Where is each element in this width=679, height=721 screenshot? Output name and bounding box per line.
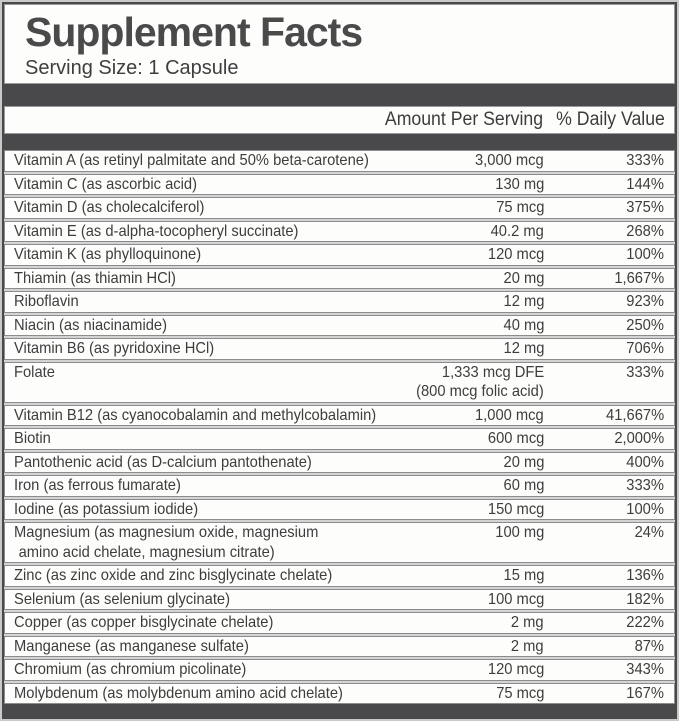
column-header-daily-value: % Daily Value — [556, 109, 665, 130]
nutrient-amount — [429, 613, 544, 633]
nutrient-amount — [429, 476, 544, 496]
nutrient-name — [14, 660, 429, 680]
nutrient-daily-value — [544, 269, 664, 289]
nutrient-row — [4, 362, 675, 403]
cell-text: 87% — [634, 637, 664, 655]
cell-text: Riboflavin — [14, 293, 79, 310]
nutrient-name — [14, 613, 429, 633]
nutrient-name — [14, 175, 429, 195]
nutrient-name — [14, 151, 429, 171]
cell-text: 130 mg — [494, 175, 544, 193]
nutrient-daily-value — [544, 429, 664, 449]
nutrient-daily-value — [544, 684, 664, 704]
cell-text: 182% — [626, 590, 664, 608]
nutrient-daily-value — [544, 613, 664, 633]
cell-text: Iron (as ferrous fumarate) — [14, 477, 181, 494]
nutrient-table — [4, 150, 675, 704]
nutrient-row — [4, 268, 675, 290]
cell-text: 41,667% — [605, 406, 664, 424]
cell-text: Vitamin K (as phylloquinone) — [14, 246, 202, 263]
cell-text: 24% — [634, 524, 664, 541]
nutrient-amount — [429, 339, 544, 359]
nutrient-row — [4, 428, 675, 450]
nutrient-row — [4, 565, 675, 587]
cell-text: (800 mcg folic acid) — [416, 383, 544, 400]
cell-text: Thiamin (as thiamin HCl) — [14, 269, 176, 287]
cell-text: 222% — [626, 614, 664, 631]
nutrient-amount — [429, 429, 544, 449]
cell-text: Biotin — [14, 430, 51, 447]
cell-text: 1,667% — [614, 269, 664, 287]
nutrient-daily-value — [544, 500, 664, 520]
cell-text: 15 mg — [503, 567, 544, 584]
nutrient-name — [14, 339, 429, 359]
cell-text: Chromium (as chromium picolinate) — [14, 661, 247, 678]
nutrient-daily-value — [544, 406, 664, 426]
column-header-row — [4, 106, 675, 134]
nutrient-name — [14, 363, 429, 383]
cell-text: 136% — [626, 567, 664, 584]
cell-text: 268% — [626, 222, 664, 240]
nutrient-name — [14, 316, 429, 336]
cell-text: 120 mcg — [487, 661, 544, 678]
nutrient-amount — [429, 453, 544, 473]
nutrient-amount — [429, 222, 544, 242]
nutrient-amount — [429, 523, 544, 543]
cell-text: Niacin (as niacinamide) — [14, 316, 167, 334]
nutrient-daily-value — [544, 316, 664, 336]
nutrient-name — [14, 684, 429, 704]
label-inner — [2, 2, 677, 719]
nutrient-name — [14, 269, 429, 289]
cell-text: 12 mg — [503, 293, 544, 310]
cell-text: 706% — [626, 340, 664, 357]
column-header-amount-per-serving: Amount Per Serving — [384, 109, 543, 130]
cell-text: Pantothenic acid (as D-calcium pantothenate) — [14, 453, 312, 471]
nutrient-amount — [429, 151, 544, 171]
nutrient-row — [4, 636, 675, 658]
cell-text: 2,000% — [614, 430, 664, 447]
cell-text: 100 mcg — [487, 590, 544, 608]
cell-text: Vitamin A (as retinyl palmitate and 50% beta-carotene) — [14, 152, 369, 169]
serving-size-text: Serving Size: 1 Capsule — [25, 57, 239, 79]
nutrient-amount — [429, 590, 544, 610]
cell-text: Iodine (as potassium iodide) — [14, 500, 199, 518]
nutrient-amount — [429, 269, 544, 289]
cell-text: Magnesium (as magnesium oxide, magnesium — [14, 524, 319, 541]
cell-text: 20 mg — [503, 453, 544, 471]
nutrient-name — [14, 429, 429, 449]
nutrient-row — [4, 174, 675, 196]
nutrient-name — [14, 453, 429, 473]
nutrient-daily-value — [544, 222, 664, 242]
nutrient-name — [14, 292, 429, 312]
nutrient-name — [14, 500, 429, 520]
bottom-band — [4, 704, 675, 719]
cell-text: amino acid chelate, magnesium citrate) — [18, 543, 275, 561]
nutrient-amount — [429, 500, 544, 520]
label-header — [4, 4, 675, 84]
nutrient-daily-value — [544, 590, 664, 610]
cell-text: 375% — [626, 199, 664, 216]
cell-text: 60 mg — [503, 477, 544, 494]
cell-text: 923% — [626, 293, 664, 310]
cell-text: 40.2 mg — [490, 222, 544, 240]
nutrient-row — [4, 221, 675, 243]
nutrient-row — [4, 291, 675, 313]
cell-text: Selenium (as selenium glycinate) — [14, 590, 230, 608]
cell-text: 120 mcg — [487, 246, 544, 263]
nutrient-amount — [416, 363, 544, 402]
nutrient-name — [14, 198, 429, 218]
cell-text: 100% — [626, 500, 664, 518]
cell-text: 144% — [626, 175, 664, 193]
nutrient-daily-value — [544, 566, 664, 586]
nutrient-amount — [429, 245, 544, 265]
nutrient-name — [14, 406, 429, 426]
cell-text: 333% — [626, 477, 664, 494]
nutrient-row — [4, 405, 675, 427]
nutrient-daily-value — [544, 245, 664, 265]
cell-text: 1,000 mcg — [475, 406, 544, 424]
nutrient-row — [4, 315, 675, 337]
cell-text: Vitamin C (as ascorbic acid) — [14, 175, 197, 193]
nutrient-row — [4, 683, 675, 705]
cell-text: Manganese (as manganese sulfate) — [14, 637, 249, 655]
cell-text: 150 mcg — [487, 500, 544, 518]
nutrient-name — [14, 590, 429, 610]
cell-text: 400% — [626, 453, 664, 471]
cell-text: 333% — [626, 363, 664, 381]
nutrient-amount — [429, 566, 544, 586]
nutrient-daily-value — [544, 339, 664, 359]
nutrient-row — [4, 499, 675, 521]
nutrient-name — [14, 523, 429, 562]
nutrient-daily-value — [544, 198, 664, 218]
nutrient-row — [4, 338, 675, 360]
cell-text: 1,333 mcg DFE — [441, 363, 544, 381]
nutrient-name — [14, 245, 429, 265]
nutrient-row — [4, 659, 675, 681]
nutrient-amount — [429, 316, 544, 336]
nutrient-daily-value — [544, 363, 664, 383]
nutrient-daily-value — [544, 175, 664, 195]
cell-text: Molybdenum (as molybdenum amino acid chelate) — [14, 684, 343, 702]
cell-text: 100 mg — [494, 524, 544, 541]
nutrient-daily-value — [544, 637, 664, 657]
nutrient-row — [4, 150, 675, 172]
cell-text: 75 mcg — [495, 684, 544, 702]
cell-text: 12 mg — [503, 340, 544, 357]
cell-text: 2 mg — [511, 637, 544, 655]
nutrient-row — [4, 589, 675, 611]
cell-text: 250% — [626, 316, 664, 334]
cell-text: Vitamin B6 (as pyridoxine HCl) — [14, 340, 215, 357]
nutrient-row — [4, 452, 675, 474]
nutrient-amount — [429, 406, 544, 426]
cell-text: 3,000 mcg — [475, 152, 544, 169]
cell-text: Vitamin B12 (as cyanocobalamin and methylcobalamin) — [14, 406, 377, 424]
nutrient-name — [14, 637, 429, 657]
nutrient-row — [4, 522, 675, 563]
nutrient-amount — [429, 684, 544, 704]
nutrient-amount — [429, 292, 544, 312]
nutrient-name — [14, 566, 429, 586]
nutrient-daily-value — [544, 523, 664, 543]
nutrient-daily-value — [544, 476, 664, 496]
cell-text: Vitamin D (as cholecalciferol) — [14, 199, 205, 216]
nutrient-name — [14, 222, 429, 242]
cell-text: Vitamin E (as d-alpha-tocopheryl succinate) — [14, 222, 299, 240]
cell-text: 343% — [626, 661, 664, 678]
nutrient-row — [4, 197, 675, 219]
nutrient-amount — [429, 175, 544, 195]
cell-text: Copper (as copper bisglycinate chelate) — [14, 614, 274, 631]
nutrient-amount — [429, 660, 544, 680]
cell-text: 75 mcg — [495, 199, 544, 216]
cell-text: Zinc (as zinc oxide and zinc bisglycinate chelate) — [14, 567, 333, 584]
nutrient-row — [4, 244, 675, 266]
cell-text: Folate — [14, 363, 55, 381]
nutrient-name — [14, 476, 429, 496]
cell-text: 333% — [626, 152, 664, 169]
nutrient-amount — [429, 198, 544, 218]
nutrient-daily-value — [544, 660, 664, 680]
cell-text: 167% — [626, 684, 664, 702]
cell-text: 600 mcg — [487, 430, 544, 447]
nutrient-daily-value — [544, 453, 664, 473]
label-title: Supplement Facts — [25, 9, 363, 55]
nutrient-daily-value — [544, 151, 664, 171]
nutrient-amount — [429, 637, 544, 657]
nutrient-daily-value — [544, 292, 664, 312]
nutrient-row — [4, 612, 675, 634]
cell-text: 100% — [626, 246, 664, 263]
nutrient-row — [4, 475, 675, 497]
cell-text: 2 mg — [511, 614, 544, 631]
cell-text: 40 mg — [503, 316, 544, 334]
cell-text: 20 mg — [503, 269, 544, 287]
